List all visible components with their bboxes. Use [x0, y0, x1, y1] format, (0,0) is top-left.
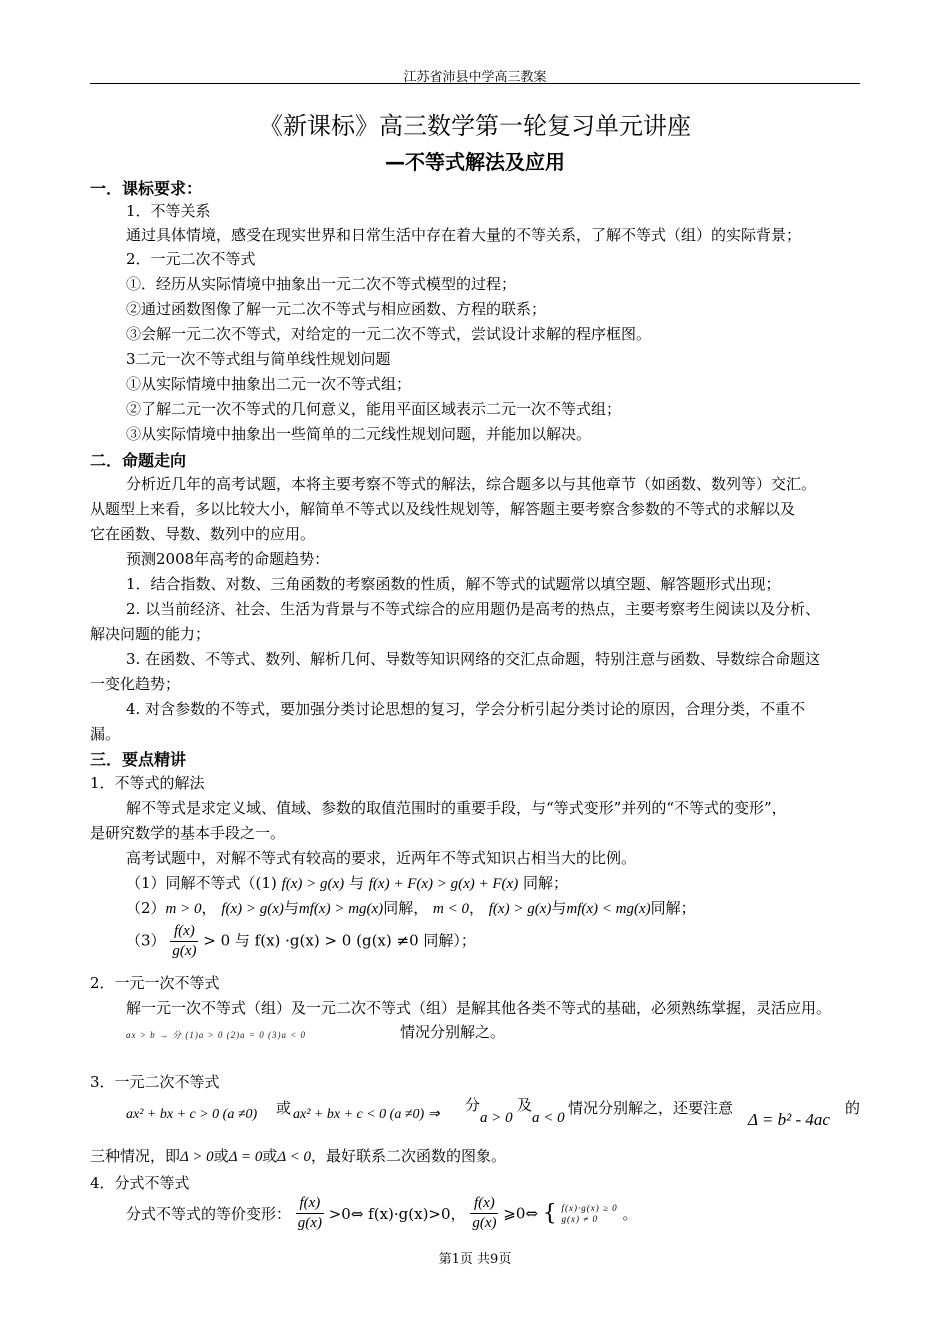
- brace-icon: {: [542, 1201, 557, 1226]
- rule-1: （1）同解不等式（(1) f(x) > g(x) 与 f(x) + F(x) > g(x) + F(x) 同解；: [126, 874, 568, 892]
- s2-line: 一变化趋势；: [90, 675, 181, 693]
- s1-line: 通过具体情境，感受在现实世界和日常生活中存在着大量的不等关系，了解不等式（组）的实际背景；: [126, 226, 802, 244]
- point-4-formula: 分式不等式的等价变形： $\frac{f(x)}{g(x)}$ >0⇔ f(x)·g(x)>0， $\frac{f(x)}{g(x)}$ ⩾0⇔ { f(x)·g(x) ≥ 0 g(x) ≠ 0 。: [126, 1195, 638, 1231]
- header-rule: [90, 83, 860, 84]
- s2-line: 预测2008年高考的命题趋势：: [126, 550, 330, 568]
- ji-text: 及: [517, 1096, 533, 1114]
- doc-title: 《新课标》高三数学第一轮复习单元讲座: [259, 112, 691, 140]
- s2-line: 从题型上来看，多以比较大小，解简单不等式以及线性规划等，解答题主要考察含参数的不等式的求解以及: [90, 500, 796, 518]
- s1-line: ②了解二元一次不等式的几何意义，能用平面区域表示二元一次不等式组；: [126, 400, 622, 418]
- system-of-conditions: f(x)·g(x) ≥ 0 g(x) ≠ 0: [561, 1202, 618, 1224]
- point-2-formula-image: ax > b → 分 (1)a > 0 (2)a = 0 (3)a < 0: [126, 1030, 307, 1040]
- s1-line: 2．一元二次不等式: [126, 250, 256, 268]
- point-3-formula: ax² + bx + c > 0 (a ≠0): [126, 1107, 258, 1122]
- s1-line: ①．经历从实际情境中抽象出一元二次不等式模型的过程；: [126, 275, 517, 293]
- cond-a-neg: a < 0: [532, 1110, 565, 1126]
- point-1-text: 高考试题中，对解不等式有较高的要求，近两年不等式知识占相当大的比例。: [126, 849, 637, 867]
- point-4-title: 4．分式不等式: [90, 1174, 190, 1192]
- discriminant: Δ = b² - 4ac: [748, 1110, 830, 1129]
- s1-line: 1．不等关系: [126, 202, 211, 220]
- section-heading-1: 一．课标要求：: [90, 179, 203, 198]
- s1-line: ②通过函数图像了解一元二次不等式与相应函数、方程的联系；: [126, 300, 547, 318]
- point-1-text: 是研究数学的基本手段之一。: [90, 824, 286, 842]
- s2-line: 3. 在函数、不等式、数列、解析几何、导数等知识网络的交汇点命题，特别注意与函数、导数综合命题这: [126, 650, 821, 668]
- s2-line: 解决问题的能力；: [90, 625, 211, 643]
- s1-line: 3二元一次不等式组与简单线性规划问题: [126, 350, 391, 368]
- point-2-text: 解一元一次不等式（组）及一元二次不等式（组）是解其他各类不等式的基础，必须熟练掌握，灵活应用。: [126, 999, 832, 1017]
- point-3-formula: ax² + bx + c < 0 (a ≠0) ⇒: [293, 1107, 440, 1122]
- point-3-title: 3．一元二次不等式: [90, 1073, 220, 1091]
- de-text: 的: [845, 1099, 861, 1117]
- s2-line: 它在函数、导数、数列中的应用。: [90, 525, 316, 543]
- point-1-title: 1．不等式的解法: [90, 774, 205, 792]
- s1-line: ①从实际情境中抽象出二元一次不等式组；: [126, 375, 412, 393]
- point-3-mid: 情况分别解之，还要注意: [568, 1099, 734, 1117]
- rule-2: （2）m > 0， f(x) > g(x)与mf(x) > mg(x)同解， m < 0， f(x) > g(x)与mf(x) < mg(x)同解；: [126, 899, 696, 917]
- point-3-cases: 三种情况，即Δ > 0或Δ = 0或Δ < 0，最好联系二次函数的图象。: [90, 1147, 507, 1165]
- s1-line: ③从实际情境中抽象出一些简单的二元线性规划问题，并能加以解决。: [126, 425, 592, 443]
- s2-line: 漏。: [90, 725, 121, 743]
- doc-subtitle: —不等式解法及应用: [385, 150, 565, 174]
- rule-3: （3） $\frac{f(x)}{g(x)}$ > 0 与 f(x) ·g(x) > 0 (g(x) ≠0 同解）；: [126, 923, 476, 959]
- or-text: 或: [276, 1099, 292, 1117]
- section-heading-2: 二．命题走向: [90, 451, 187, 470]
- s2-line: 4. 对含参数的不等式，要加强分类讨论思想的复习，学会分析引起分类讨论的原因，合理分类，不重不: [126, 700, 806, 718]
- page-footer: 第1页 共9页: [438, 1252, 512, 1267]
- cond-a-pos: a > 0: [480, 1110, 513, 1126]
- s2-line: 2. 以当前经济、社会、生活为背景与不等式综合的应用题仍是高考的热点，主要考察考生阅读以及分析、: [126, 600, 821, 618]
- point-1-text: 解不等式是求定义域、值域、参数的取值范围时的重要手段，与“等式变形”并列的“不等式的变形”，: [126, 799, 787, 817]
- fraction: $\frac{f(x)}{g(x)}$: [172, 923, 197, 959]
- s1-line: ③会解一元二次不等式，对给定的一元二次不等式，尝试设计求解的程序框图。: [126, 325, 652, 343]
- s2-line: 1．结合指数、对数、三角函数的考察函数的性质，解不等式的试题常以填空题、解答题形式出现；: [126, 575, 781, 593]
- section-heading-3: 三．要点精讲: [90, 750, 187, 769]
- fen-text: 分: [465, 1096, 481, 1114]
- s2-line: 分析近几年的高考试题，本将主要考察不等式的解法，综合题多以与其他章节（如函数、数列等）交汇。: [126, 475, 817, 493]
- page-header: 江苏省沛县中学高三教案: [403, 70, 547, 85]
- point-2-tail: 情况分别解之。: [400, 1023, 506, 1041]
- fraction: $\frac{f(x)}{g(x)}$: [472, 1195, 497, 1231]
- point-2-title: 2．一元一次不等式: [90, 974, 220, 992]
- fraction: $\frac{f(x)}{g(x)}$: [297, 1195, 322, 1231]
